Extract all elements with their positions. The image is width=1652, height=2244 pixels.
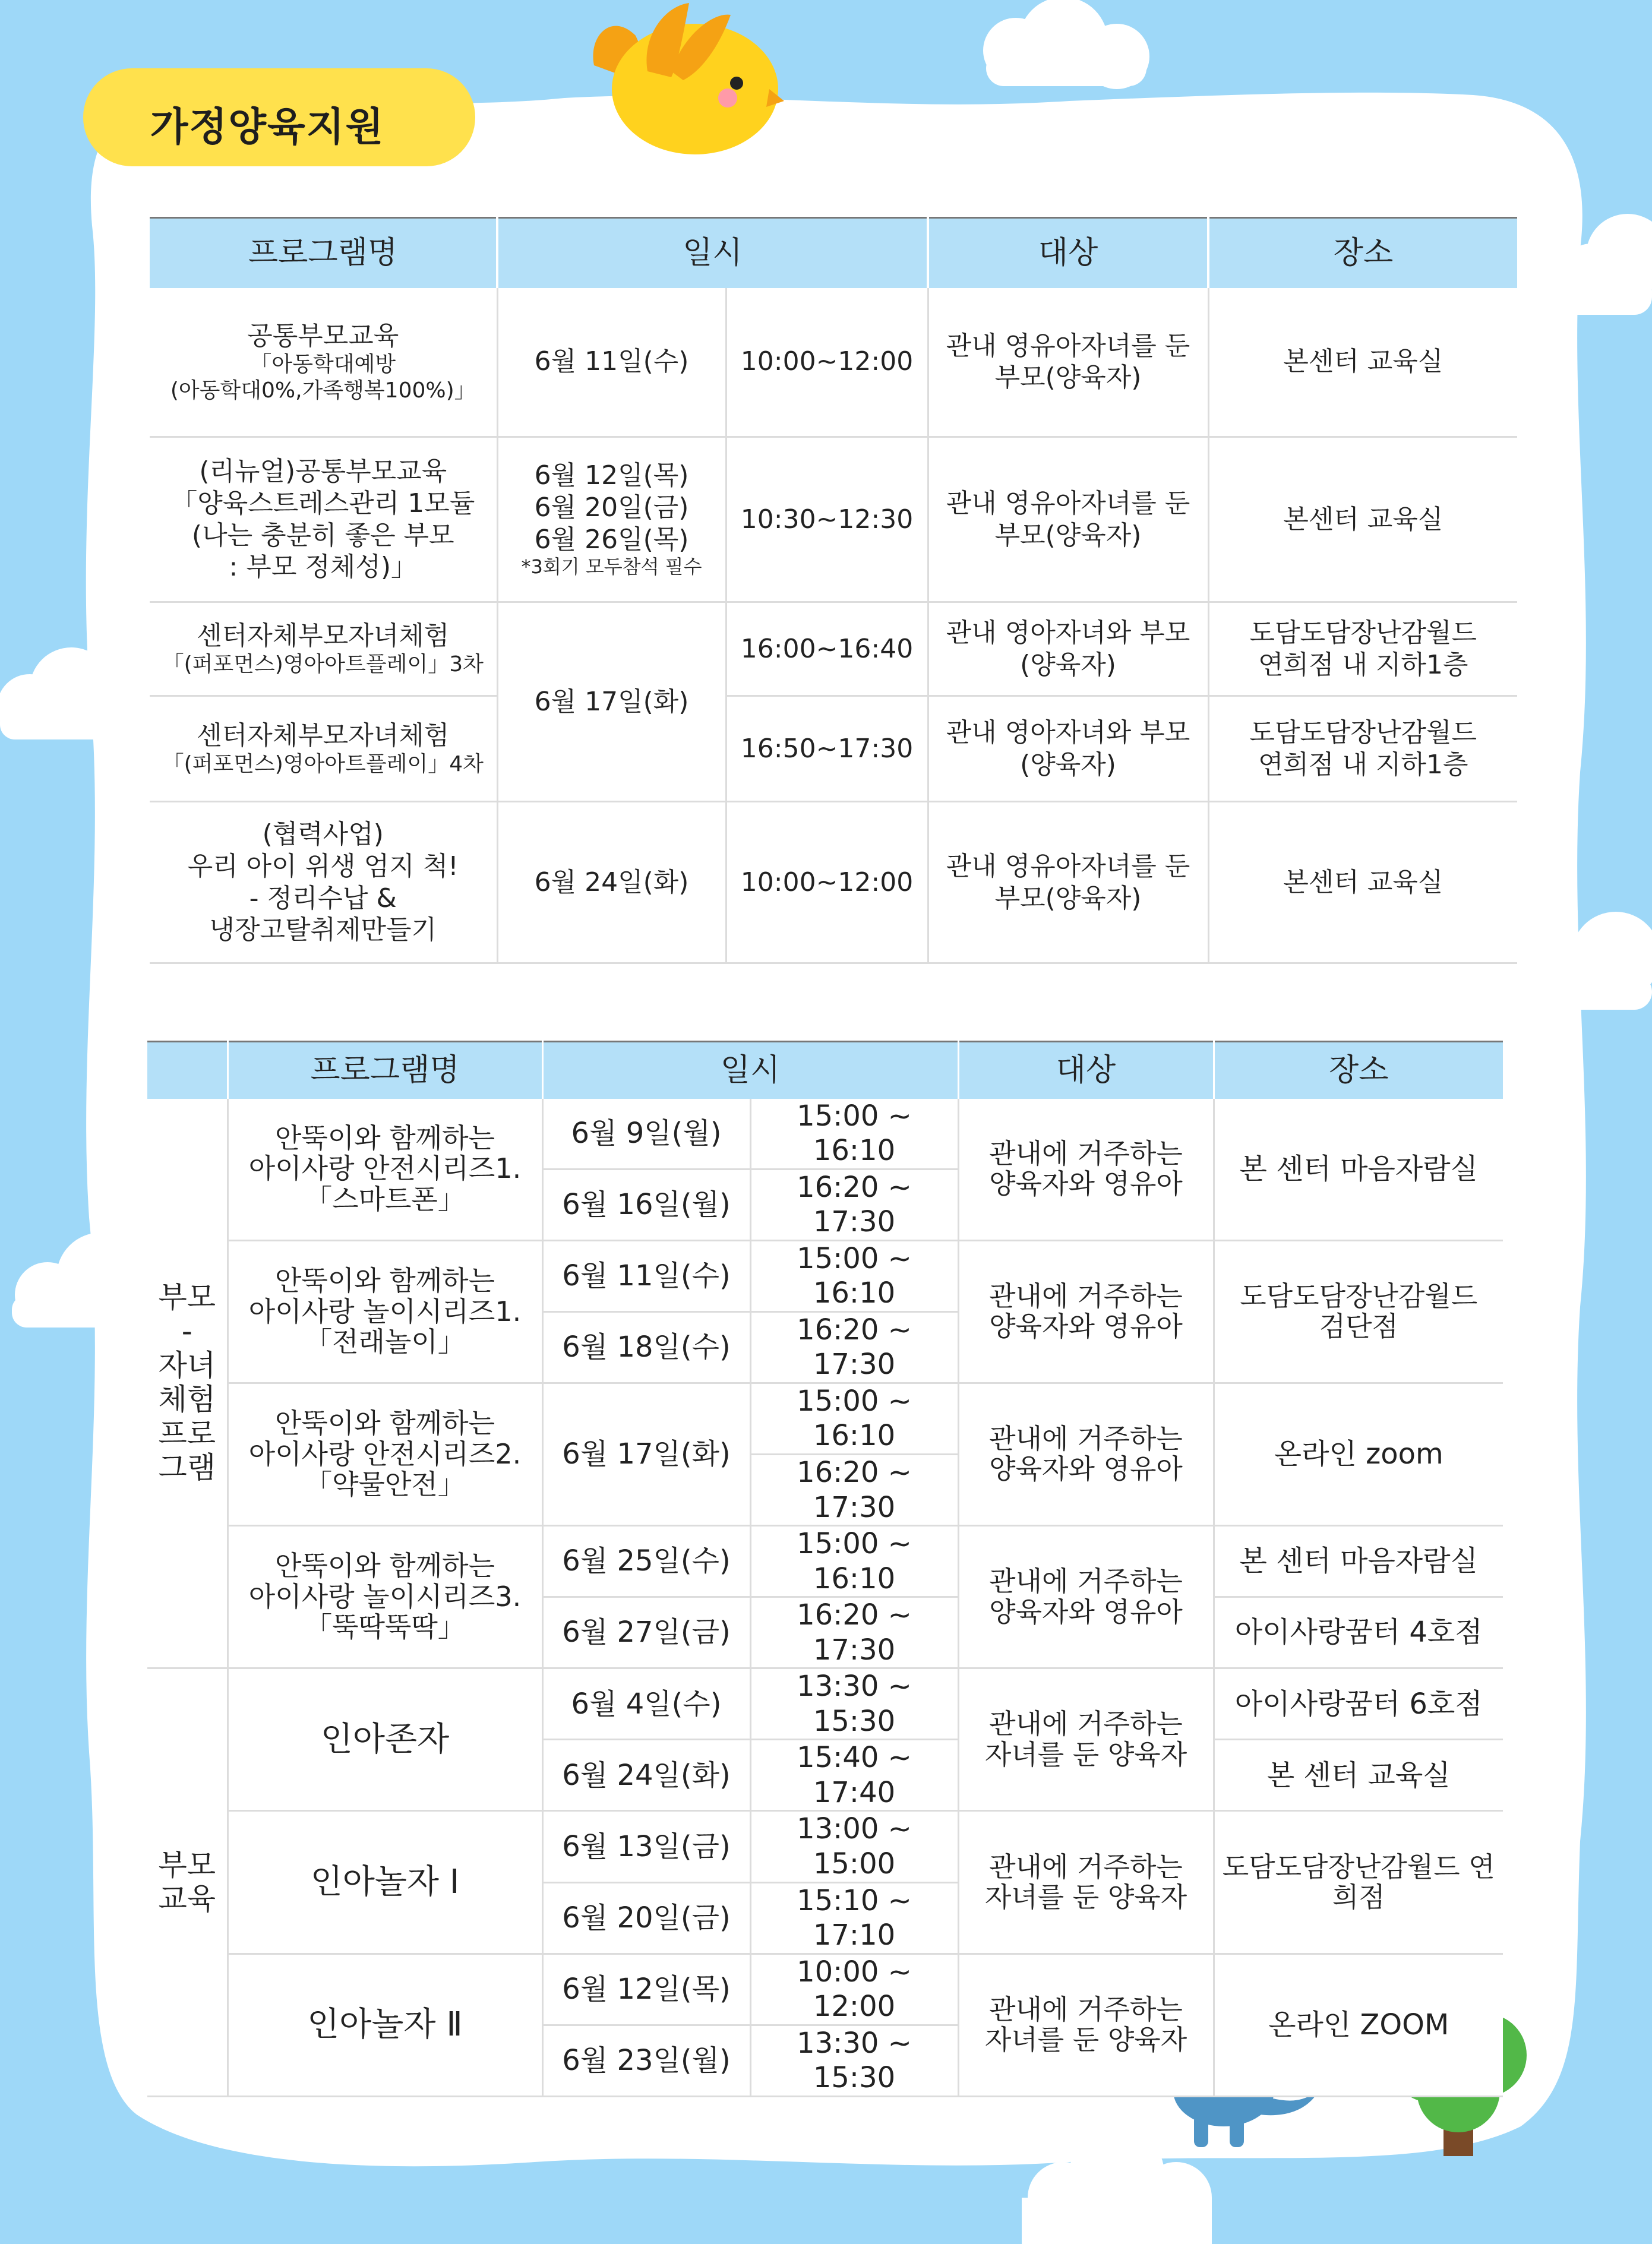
date: 6월 20일(금)	[542, 1882, 750, 1954]
table-row	[147, 1526, 1503, 1597]
program-table-1	[150, 217, 1517, 964]
time: 16:20 ~ 17:30	[750, 1454, 958, 1525]
table-row	[150, 802, 1517, 963]
place: 본센터 교육실	[1208, 802, 1517, 963]
date: 6월 27일(금)	[542, 1597, 750, 1668]
time: 15:00 ~ 16:10	[750, 1383, 958, 1454]
date: 6월 11일(수)	[542, 1240, 750, 1311]
time: 10:00~12:00	[726, 288, 928, 437]
target: 관내에 거주하는 자녀를 둔 양육자	[958, 1954, 1214, 2096]
date: 6월 17일(화)	[497, 602, 726, 802]
place: 도담도담장난감월드 연희점 내 지하1층	[1208, 696, 1517, 802]
header-program: 프로그램명	[150, 218, 497, 288]
date: 6월 9일(월)	[542, 1099, 750, 1170]
table-header-row	[150, 218, 1517, 288]
program-name: 인아놀자 Ⅱ	[228, 1954, 542, 2096]
program-name: 인아놀자 Ⅰ	[228, 1811, 542, 1954]
time: 15:00 ~ 16:10	[750, 1526, 958, 1597]
target: 관내에 거주하는 양육자와 영유아	[958, 1240, 1214, 1383]
table-row	[150, 602, 1517, 696]
time: 13:30 ~ 15:30	[750, 2025, 958, 2096]
table-row	[147, 1954, 1503, 2025]
table-row	[147, 1099, 1503, 1170]
date-note: *3회기 모두참석 필수	[521, 555, 702, 579]
place: 온라인 ZOOM	[1214, 1954, 1503, 2096]
header-place: 장소	[1208, 218, 1517, 288]
table-row	[150, 437, 1517, 602]
time: 16:20 ~ 17:30	[750, 1169, 958, 1240]
target: 관내에 거주하는 양육자와 영유아	[958, 1099, 1214, 1241]
time: 10:30~12:30	[726, 437, 928, 602]
program-name: 센터자체부모자녀체험 「(퍼포먼스)영아아트플레이」4차	[150, 696, 497, 802]
program-name: 인아존자	[228, 1668, 542, 1811]
time: 16:00~16:40	[726, 602, 928, 696]
time: 15:10 ~ 17:10	[750, 1882, 958, 1954]
category-parent-child: 부모 - 자녀 체험 프로 그램	[147, 1099, 228, 1668]
date: 6월 11일(수)	[497, 288, 726, 437]
place: 도담도담장난감월드 연희점 내 지하1층	[1208, 602, 1517, 696]
program-name: 안뚝이와 함께하는 아이사랑 안전시리즈1. 「스마트폰」	[228, 1099, 542, 1241]
date: 6월 17일(화)	[542, 1383, 750, 1525]
place: 온라인 zoom	[1214, 1383, 1503, 1525]
date: 6월 25일(수)	[542, 1526, 750, 1597]
header-datetime: 일시	[542, 1042, 958, 1099]
date: 6월 23일(월)	[542, 2025, 750, 2096]
header-datetime: 일시	[497, 218, 928, 288]
program-name: 안뚝이와 함께하는 아이사랑 놀이시리즈1. 「전래놀이」	[228, 1240, 542, 1383]
table-row	[147, 1668, 1503, 1740]
target: 관내 영유아자녀를 둔 부모(양육자)	[928, 437, 1208, 602]
table-row	[147, 1811, 1503, 1882]
target: 관내 영아자녀와 부모 (양육자)	[928, 602, 1208, 696]
date: 6월 18일(수)	[542, 1311, 750, 1383]
time: 16:50~17:30	[726, 696, 928, 802]
date: 6월 12일(목)	[542, 1954, 750, 2025]
time: 10:00 ~ 12:00	[750, 1954, 958, 2025]
table-row	[150, 288, 1517, 437]
program-name: (협력사업) 우리 아이 위생 엄지 척! - 정리수납 & 냉장고탈취제만들기	[150, 802, 497, 963]
target: 관내 영아자녀와 부모 (양육자)	[928, 696, 1208, 802]
time: 10:00~12:00	[726, 802, 928, 963]
header-target: 대상	[928, 218, 1208, 288]
time: 15:00 ~ 16:10	[750, 1099, 958, 1170]
place: 본센터 교육실	[1208, 437, 1517, 602]
place: 본 센터 교육실	[1214, 1740, 1503, 1811]
target: 관내에 거주하는 자녀를 둔 양육자	[958, 1668, 1214, 1811]
table-row	[150, 696, 1517, 802]
table-row	[147, 1383, 1503, 1454]
date: 6월 12일(목) 6월 20일(금) 6월 26일(목) *3회기 모두참석 필수	[497, 437, 726, 602]
program-name: 센터자체부모자녀체험 「(퍼포먼스)영아아트플레이」3차	[150, 602, 497, 696]
category-parent-education: 부모 교육	[147, 1668, 228, 2097]
header-place: 장소	[1214, 1042, 1503, 1099]
header-program: 프로그램명	[228, 1042, 542, 1099]
place: 아이사랑꿈터 4호점	[1214, 1597, 1503, 1668]
date: 6월 13일(금)	[542, 1811, 750, 1882]
program-name: 공통부모교육 「아동학대예방 (아동학대0%,가족행복100%)」	[150, 288, 497, 437]
place: 도담도담장난감월드 연 희점	[1214, 1811, 1503, 1954]
header-target: 대상	[958, 1042, 1214, 1099]
time: 15:00 ~ 16:10	[750, 1240, 958, 1311]
time: 15:40 ~ 17:40	[750, 1740, 958, 1811]
place: 본센터 교육실	[1208, 288, 1517, 437]
time: 16:20 ~ 17:30	[750, 1311, 958, 1383]
header-category	[147, 1042, 228, 1099]
place: 본 센터 마음자람실	[1214, 1526, 1503, 1597]
program-name: (리뉴얼)공통부모교육 「양육스트레스관리 1모듈 (나는 충분히 좋은 부모 : 부모 정체성)」	[150, 437, 497, 602]
program-name: 안뚝이와 함께하는 아이사랑 놀이시리즈3. 「뚝딱뚝딱」	[228, 1526, 542, 1668]
time: 16:20 ~ 17:30	[750, 1597, 958, 1668]
date: 6월 16일(월)	[542, 1169, 750, 1240]
place: 도담도담장난감월드 검단점	[1214, 1240, 1503, 1383]
target: 관내에 거주하는 양육자와 영유아	[958, 1526, 1214, 1668]
place: 아이사랑꿈터 6호점	[1214, 1668, 1503, 1740]
page-title: 가정양육지원	[150, 104, 385, 150]
date: 6월 4일(수)	[542, 1668, 750, 1740]
target: 관내 영유아자녀를 둔 부모(양육자)	[928, 802, 1208, 963]
date: 6월 24일(화)	[542, 1740, 750, 1811]
page-title-pill	[83, 68, 475, 166]
program-name: 안뚝이와 함께하는 아이사랑 안전시리즈2. 「약물안전」	[228, 1383, 542, 1525]
target: 관내 영유아자녀를 둔 부모(양육자)	[928, 288, 1208, 437]
target: 관내에 거주하는 자녀를 둔 양육자	[958, 1811, 1214, 1954]
table-header-row	[147, 1042, 1503, 1099]
program-table-2	[147, 1041, 1503, 2097]
date: 6월 24일(화)	[497, 802, 726, 963]
target: 관내에 거주하는 양육자와 영유아	[958, 1383, 1214, 1525]
table-row	[147, 1240, 1503, 1311]
time: 13:00 ~ 15:00	[750, 1811, 958, 1882]
place: 본 센터 마음자람실	[1214, 1099, 1503, 1241]
time: 13:30 ~ 15:30	[750, 1668, 958, 1740]
